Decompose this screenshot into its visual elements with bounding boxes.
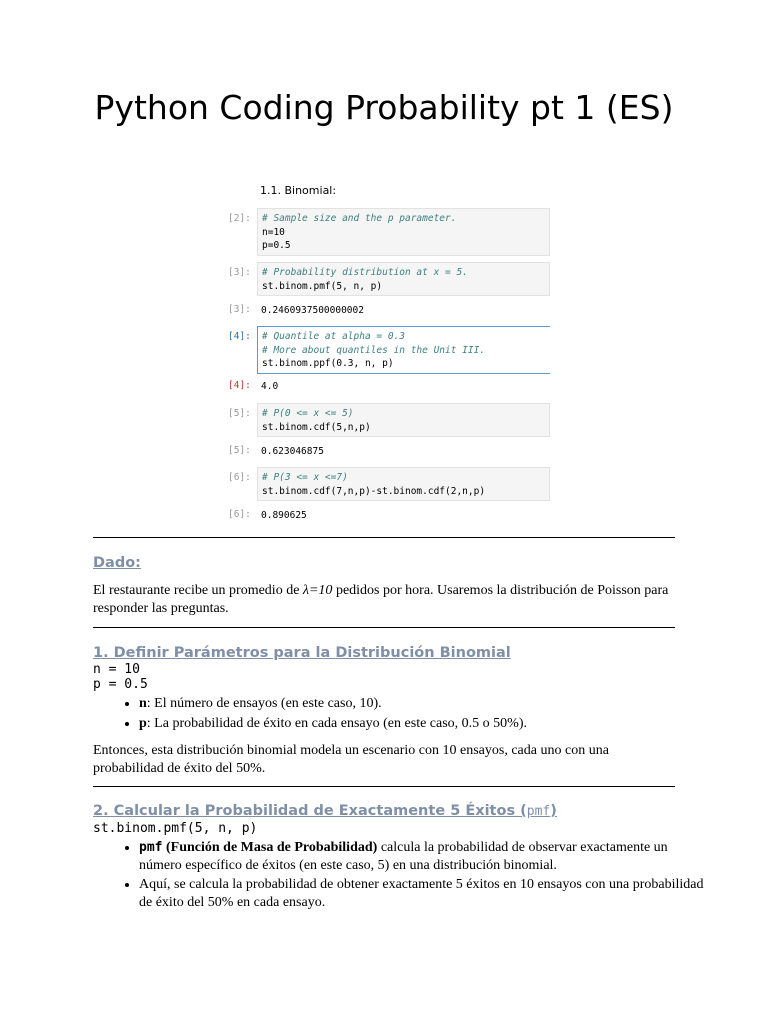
code-input [257, 403, 550, 437]
notebook-section-title: 1.1. Binomial: [260, 184, 337, 197]
section-1-bullets [93, 695, 709, 734]
pmf-text: calcula la probabilidad de observar exactamente un número específico de éxitos (en este caso, 5) en una distribución binomial. [139, 840, 668, 873]
output-prompt: [6]: [228, 509, 251, 520]
heading-end: ) [550, 803, 557, 819]
code-line: # P(0 <= x <= 5) [262, 408, 354, 419]
cell-output: 0.2460937500000002 [261, 305, 364, 316]
input-prompt: [3]: [228, 267, 251, 278]
section-2-heading [93, 803, 557, 819]
code-line: st.binom.cdf(5,n,p) [262, 421, 371, 433]
divider [93, 537, 675, 538]
code-line: # P(3 <= x <=7) [262, 472, 348, 483]
code-line: st.binom.pmf(5, n, p) [262, 280, 383, 292]
input-prompt: [5]: [228, 408, 251, 419]
code-line: n = 10 [93, 662, 140, 677]
input-prompt: [2]: [228, 213, 251, 224]
output-prompt: [4]: [228, 380, 251, 391]
term: p [139, 715, 147, 731]
cell-output: 4.0 [261, 381, 279, 392]
code-line: p=0.5 [262, 240, 291, 251]
code-line: st.binom.cdf(7,n,p)-st.binom.cdf(2,n,p) [262, 485, 486, 497]
code-input [257, 208, 550, 256]
section-1-paragraph: Entonces, esta distribución binomial modela un escenario con 10 ensayos, cada uno con una probabilidad de éxito del 50%. [93, 743, 609, 776]
code-input [257, 467, 550, 501]
divider [93, 627, 675, 628]
lambda-expression: λ=10 [302, 583, 333, 598]
list-item [139, 695, 709, 713]
list-item [139, 715, 709, 733]
input-prompt: [4]: [228, 331, 251, 342]
code-line: # Probability distribution at x = 5. [262, 267, 468, 278]
section-1-code [93, 662, 148, 692]
output-prompt: [3]: [228, 304, 251, 315]
heading-code: pmf [526, 804, 551, 819]
code-input [257, 262, 550, 296]
notebook-screenshot [224, 180, 550, 524]
input-prompt: [6]: [228, 472, 251, 483]
code-line: # Sample size and the p parameter. [262, 213, 457, 224]
list-item: • Aquí, se calcula la probabilidad de obtener exactamente 5 éxitos en 10 ensayos con una probabilidad de éxito del 50% en cada ensayo. [139, 876, 709, 911]
code-line: # More about quantiles in the Unit III. [262, 344, 486, 356]
dado-heading: Dado: [93, 555, 141, 571]
dado-paragraph [93, 582, 675, 618]
cell-output: 0.890625 [261, 510, 307, 521]
pmf-bold: (Función de Masa de Probabilidad) [162, 840, 378, 855]
section-2-code: st.binom.pmf(5, n, p) [93, 821, 258, 836]
code-line: st.binom.ppf(0.3, n, p) [262, 358, 394, 369]
heading-text: 2. Calcular la Probabilidad de Exactamente 5 Éxitos ( [93, 803, 527, 819]
dado-text-before: El restaurante recibe un promedio de [93, 583, 303, 598]
pmf-code: pmf [139, 840, 163, 855]
section-2-bullets [93, 839, 709, 913]
code-input [257, 326, 550, 374]
output-prompt: [5]: [228, 445, 251, 456]
code-line: p = 0.5 [93, 677, 148, 692]
term: n [139, 696, 147, 711]
code-line: n=10 [262, 226, 285, 238]
cell-output: 0.623046875 [261, 446, 324, 457]
divider [93, 786, 675, 787]
list-item [139, 839, 709, 874]
code-line: # Quantile at alpha = 0.3 [262, 331, 405, 342]
definition: : La probabilidad de éxito en cada ensayo (en este caso, 0.5 o 50%). [146, 715, 527, 731]
section-1-heading: 1. Definir Parámetros para la Distribución Binomial [93, 645, 511, 661]
dado-text-after: pedidos por hora. Usaremos la distribución de Poisson para responder las preguntas. [93, 583, 669, 616]
definition: : El número de ensayos (en este caso, 10). [146, 696, 382, 711]
page-title: Python Coding Probability pt 1 (ES) [94, 88, 674, 127]
